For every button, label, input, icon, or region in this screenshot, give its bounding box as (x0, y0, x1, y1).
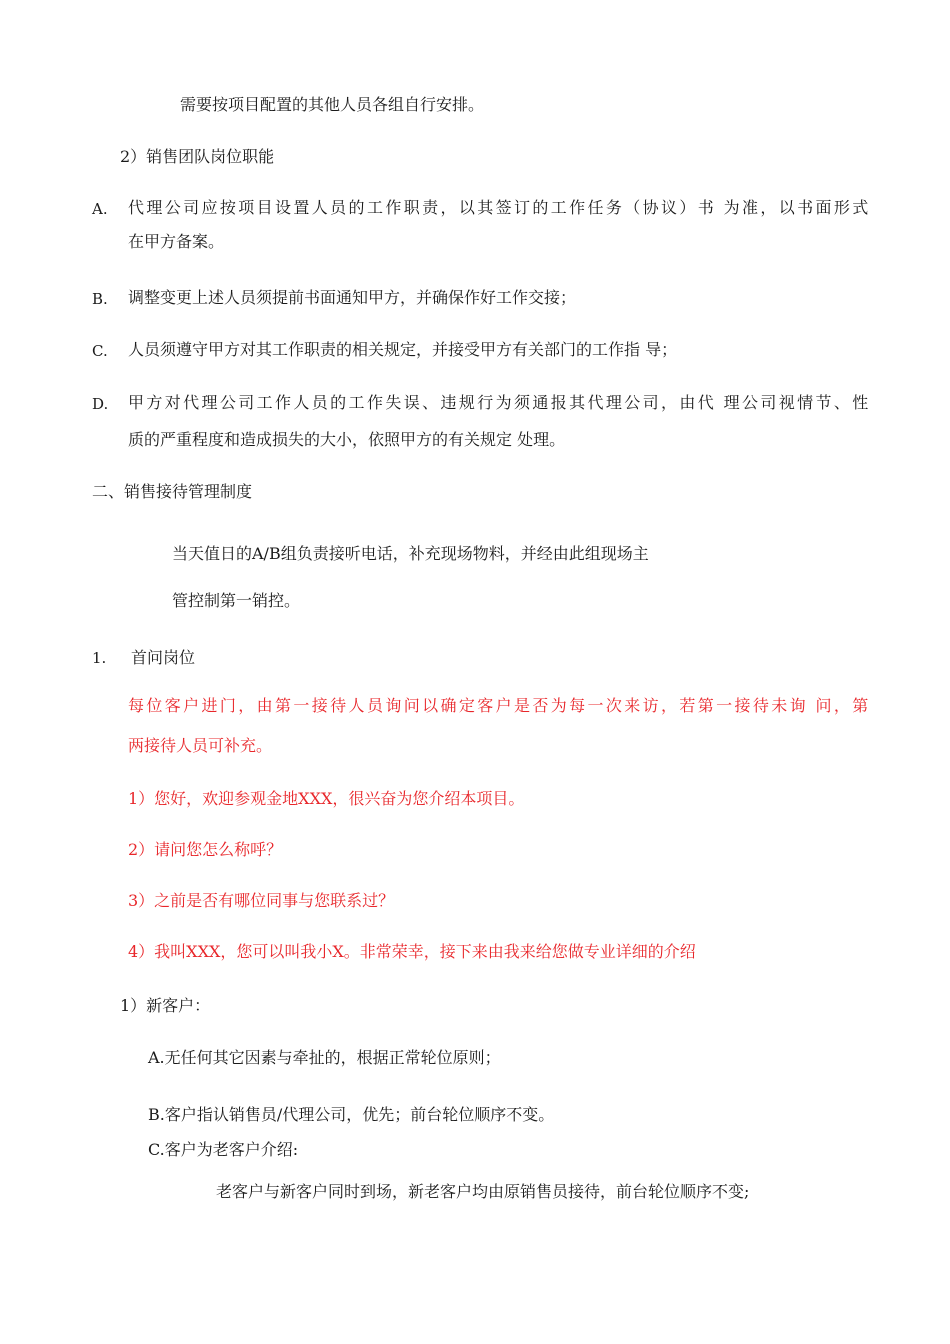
greeting-script-2: 2）请问您怎么称呼？ (128, 840, 283, 859)
rule-c: C.客户为老客户介绍: (148, 1140, 299, 1159)
subheading-first-inquiry: 首问岗位 (131, 648, 196, 667)
subheading-sales-team-duties: 2）销售团队岗位职能 (120, 147, 275, 166)
list-item-a-line1: 代理公司应按项目设置人员的工作职责，以其签订的工作任务（协议）书 为准，以书面形式 (128, 198, 871, 217)
list-item-d-line1: 甲方对代理公司工作人员的工作失误、违规行为须通报其代理公司，由代 理公司视情节、性 (128, 393, 871, 412)
list-item-a-line2: 在甲方备案。 (128, 232, 225, 251)
red-paragraph-line1: 每位客户进门，由第一接待人员询问以确定客户是否为每一次来访，若第一接待未询 问，第 (128, 696, 871, 715)
list-item-c: 人员须遵守甲方对其工作职责的相关规定，并接受甲方有关部门的工作指 导； (128, 340, 678, 359)
subheading-new-customer: 1）新客户： (120, 996, 211, 1015)
list-marker-d: D. (92, 395, 109, 413)
greeting-script-3: 3）之前是否有哪位同事与您联系过？ (128, 891, 395, 910)
duty-paragraph-line1: 当天值日的A/B组负责接听电话，补充现场物料，并经由此组现场主 (172, 544, 649, 563)
rule-a: A.无任何其它因素与牵扯的，根据正常轮位原则； (148, 1048, 501, 1067)
list-marker-c: C. (92, 342, 108, 360)
list-item-b: 调整变更上述人员须提前书面通知甲方，并确保作好工作交接； (128, 288, 577, 307)
red-paragraph-line2: 两接待人员可补充。 (128, 736, 273, 755)
numbered-marker-1: 1. (92, 649, 107, 667)
duty-paragraph-line2: 管控制第一销控。 (172, 591, 301, 610)
rule-b: B.客户指认销售员/代理公司，优先；前台轮位顺序不变。 (148, 1105, 555, 1124)
section-heading-reception: 二、销售接待管理制度 (92, 482, 253, 501)
paragraph-staffing: 需要按项目配置的其他人员各组自行安排。 (180, 95, 485, 114)
list-marker-a: A. (92, 200, 108, 218)
rule-c-detail: 老客户与新客户同时到场，新老客户均由原销售员接待，前台轮位顺序不变; (216, 1182, 750, 1201)
list-marker-b: B. (92, 290, 108, 308)
greeting-script-4: 4）我叫XXX，您可以叫我小X。非常荣幸，接下来由我来给您做专业详细的介绍 (128, 942, 696, 961)
list-item-d-line2: 质的严重程度和造成损失的大小，依照甲方的有关规定 处理。 (128, 430, 566, 449)
greeting-script-1: 1）您好，欢迎参观金地XXX，很兴奋为您介绍本项目。 (128, 789, 525, 808)
